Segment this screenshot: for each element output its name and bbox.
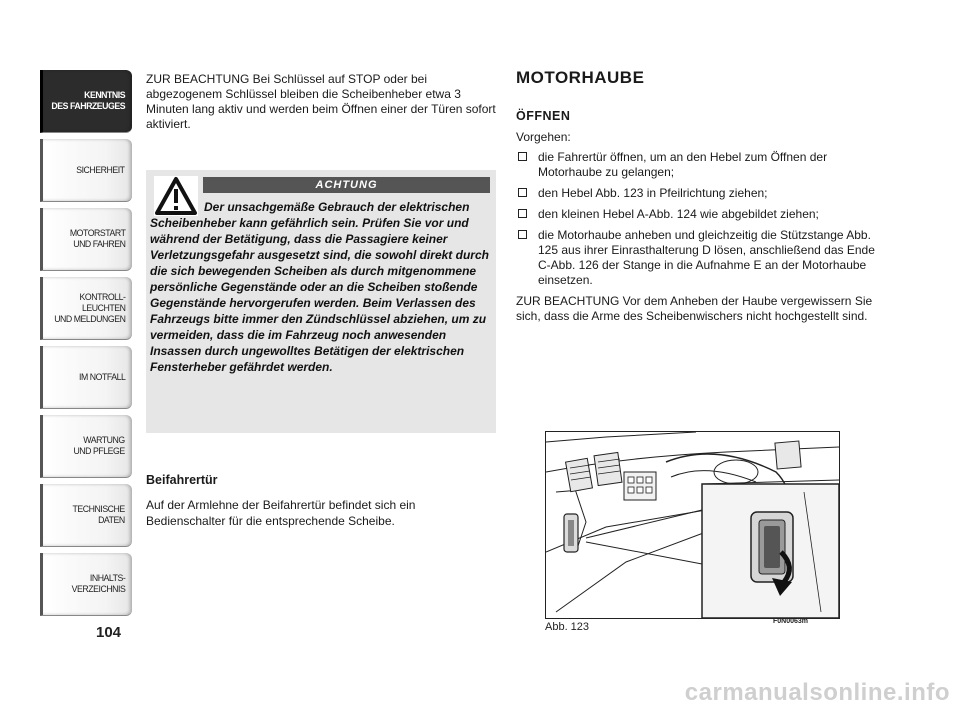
list-item: [516, 207, 876, 222]
watermark: [0, 677, 960, 709]
list-item: [516, 150, 876, 180]
tab-motorstart-und-fahren[interactable]: [40, 208, 132, 271]
section-heading-oeffnen: ÖFFNEN: [516, 109, 571, 123]
tab-label: SICHERHEIT: [76, 164, 125, 176]
checkbox-bullet-icon: [518, 209, 527, 218]
tab-label: KONTROLL- LEUCHTEN UND MELDUNGEN: [53, 291, 125, 325]
tab-label: INHALTS- VERZEICHNIS: [71, 573, 125, 595]
tab-label: IM NOTFALL: [78, 371, 125, 383]
note-paragraph: ZUR BEACHTUNG Bei Schlüssel auf STOP oder bei abgezogenem Schlüssel bleiben die Scheibenheber etwa 3 Minuten lang aktiv und werden beim Öffnen einer der Türen sofort aktiviert.: [146, 72, 496, 131]
tab-label: MOTORSTART UND FAHREN: [69, 228, 125, 250]
left-column: [146, 72, 496, 132]
figure-caption: Abb. 123: [545, 621, 590, 633]
warning-text: Der unsachgemäße Gebrauch der elektrischen Scheibenheber kann gefährlich sein. Prüfen Sie vor und während der Betätigung, dass die Passagiere keiner Verletzungsgefahr ausgesetzt sind, die sowohl direkt durch die sich bewegenden Scheiben als durch mitgenommene persönliche Gegenstände oder an die Scheiben stoßende Gegenstände hervorgerufen werden. Beim Verlassen des Fahrzeugs bitte immer den Zündschlüssel abziehen, um zu vermeiden, dass die im Fahrzeug noch anwesenden Insassen durch ungewolltes Betätigen der elektrischen Fensterheber gefährdet werden.: [150, 200, 489, 374]
figure-code: F0N0063m: [773, 618, 809, 625]
tab-label: WARTUNG UND PFLEGE: [73, 435, 125, 457]
page-number: 104: [96, 624, 122, 641]
tab-kenntnis-des-fahrzeuges[interactable]: [40, 70, 132, 133]
steps-list: [516, 150, 876, 288]
tab-label: TECHNISCHE DATEN: [72, 504, 125, 526]
checkbox-bullet-icon: [518, 230, 527, 239]
page-title: MOTORHAUBE: [516, 68, 645, 87]
checkbox-bullet-icon: [518, 188, 527, 197]
step-text: die Fahrertür öffnen, um an den Hebel zum Öffnen der Motorhaube zu gelangen;: [538, 150, 828, 179]
list-item: [516, 186, 876, 201]
step-text: den Hebel Abb. 123 in Pfeilrichtung ziehen;: [538, 186, 768, 200]
tab-inhaltsverzeichnis[interactable]: [40, 553, 132, 616]
step-text: die Motorhaube anheben und gleichzeitig die Stützstange Abb. 125 aus ihrer Einrasthalterung D lösen, anschließend das Ende C-Abb. 126 der Stange in die Aufnahme E an der Motorhaube einsetzen.: [538, 228, 875, 287]
hood-release-lever-illustration: [546, 432, 839, 618]
tab-sicherheit[interactable]: [40, 139, 132, 202]
warning-header: ACHTUNG: [203, 177, 490, 193]
figure-hood-lever: [545, 431, 840, 619]
checkbox-bullet-icon: [518, 152, 527, 161]
tab-im-notfall[interactable]: [40, 346, 132, 409]
section-heading-beifahrertuer: Beifahrertür: [146, 473, 218, 487]
tab-label: KENNTNIS DES FAHRZEUGES: [51, 90, 125, 112]
tab-kontrollleuchten[interactable]: [40, 277, 132, 340]
step-text: den kleinen Hebel A-Abb. 124 wie abgebildet ziehen;: [538, 207, 819, 221]
warning-box: [146, 170, 496, 433]
tab-wartung-und-pflege[interactable]: [40, 415, 132, 478]
note-paragraph: ZUR BEACHTUNG Vor dem Anheben der Haube vergewissern Sie sich, dass die Arme des Scheibenwischers nicht hochgestellt sind.: [516, 294, 873, 323]
watermark-text: carmanualsonline.info: [684, 679, 950, 706]
intro-text: Vorgehen:: [516, 130, 571, 144]
beifahrertuer-text: Auf der Armlehne der Beifahrertür befindet sich ein Bedienschalter für die entsprechende Scheibe.: [146, 498, 416, 528]
list-item: [516, 228, 876, 288]
tab-technische-daten[interactable]: [40, 484, 132, 547]
right-column: [516, 70, 876, 324]
